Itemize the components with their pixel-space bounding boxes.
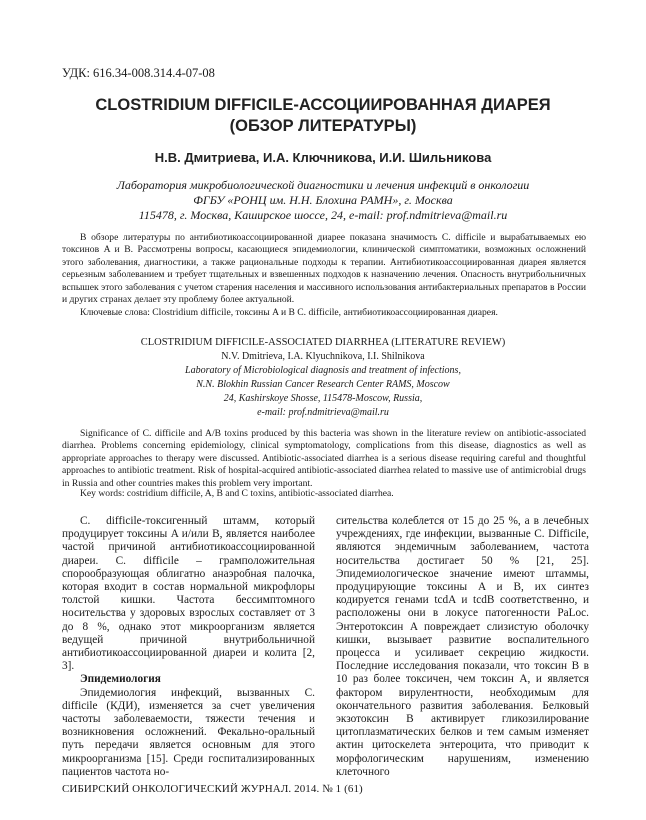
body-paragraph: сительства колеблется от 15 до 25 %, а в лечебных учреждениях, где инфекции, вызванные C. Difficile, являются эндемичным заболеванием, частота носительства достигает 50 % [21, 25]. Эпидемиологическое значение имеют штаммы, продуцирующие токсины A и B, их синтез кодируется генами tcdA и tcdB соответственно, и расположены они в локусе патогенности PaLoc. Энтеротоксин A повреждает слизистую оболочку кишки, вызывает развитие воспалительного процесса и усиливает секрецию жидкости. Последние исследования показали, что токсин B в 10 раз более токсичен, чем токсин A, и является фактором вирулентности, необходимым для окончательного развития заболевания. Белковый экзотоксин B активирует гликозилирование цитоплазматических белков и тем самым изменяет актин цитоскелета энтероцита, что приводит к морфологическим нарушениям, изменению клеточного xyxy=(336,515,589,778)
abstract-english xyxy=(62,428,586,490)
body-paragraph: Эпидемиология инфекций, вызванных C. difficile (КДИ), изменяется за счет увеличения частоты заболеваемости, тяжести течения и возникновения осложнений. Фекально-оральный путь передачи является основным для этого микроорганизма [15]. Среди госпитализированных пациентов частота но- xyxy=(62,686,315,778)
journal-footer: СИБИРСКИЙ ОНКОЛОГИЧЕСКИЙ ЖУРНАЛ. 2014. № 1 (61) xyxy=(62,783,363,795)
english-affiliation-3: 24, Kashirskoye Shosse, 115478-Moscow, Russia, xyxy=(223,393,423,404)
keywords-russian: Ключевые слова: Clostridium difficile, токсины A и B C. difficile, антибиотикоассоциированная диарея. xyxy=(80,307,498,318)
affiliation-line-1: Лаборатория микробиологической диагностики и лечения инфекций в онкологии xyxy=(116,178,530,192)
article-title-line-2: (ОБЗОР ЛИТЕРАТУРЫ) xyxy=(229,117,417,135)
affiliation-line-2: ФГБУ «РОНЦ им. Н.Н. Блохина РАМН», г. Москва xyxy=(193,193,453,207)
english-affiliation-2: N.N. Blokhin Russian Cancer Research Center RAMS, Moscow xyxy=(196,379,450,390)
body-column-right xyxy=(336,515,589,779)
keywords-english: Key words: costridium difficile, A, B and C toxins, antibiotic-associated diarrhea. xyxy=(80,488,394,499)
body-column-left xyxy=(62,515,315,779)
english-affiliation-1: Laboratory of Microbiological diagnosis and treatment of infections, xyxy=(185,365,461,376)
abstract-russian-text: В обзоре литературы по антибиотикоассоциированной диарее показана значимость C. difficile и вырабатываемых ею токсинов A и B. Рассмотрены вопросы, касающиеся эпидемиологии, клинической симптоматики, возможных осложнений этого заболевания, диагностики, а также рациональные подходы к терапии. Антибиотикоассоциированная диарея является серьезным заболеванием и требует тщательных и взвешенных подходов к назначению лечения. Опасность внутрибольничных вспышек этого заболевания с учетом старения населения и массивного использования антибактериальных препаратов в России и других странах делает эту проблему более актуальной. xyxy=(62,232,586,306)
affiliation-line-3: 115478, г. Москва, Каширское шоссе, 24, e-mail: prof.ndmitrieva@mail.ru xyxy=(138,208,508,222)
abstract-english-text: Significance of C. difficile and A/B toxins produced by this bacteria was shown in the literature review on antibiotic-associated diarrhea. Problems concerning epidemiology, clinical symptomatology, complications from this disease, diagnostics as well as appropriate approaches to therapy were discussed. Antibiotic-associated diarrhea is a serious disease requiring careful and thoughtful approaches to antibiotic treatment. Risk of hospital-acquired antibiotic-associated diarrhea related to massive use of antimicrobial drugs in Russia and other countries makes this problem very important. xyxy=(62,428,586,489)
abstract-russian xyxy=(62,232,586,306)
body-paragraph: C. difficile-токсигенный штамм, который продуцирует токсины A и/или B, является наиболее частой причиной антибиотикоассоциированной диареи. C. difficile – грамположительная спорообразующая облигатно анаэробная палочка, которая входит в состав нормальной микрофлоры толстой кишки. Частота бессимптомного носительства у здоровых взрослых составляет от 3 до 8 %, однако этот микроорганизм является ведущей причиной внутрибольничной антибиотикоассоциированной диареи и колита [2, 3]. xyxy=(62,515,315,673)
english-affiliation-4: e-mail: prof.ndmitrieva@mail.ru xyxy=(257,407,389,418)
section-heading-epidemiology: Эпидемиология xyxy=(80,673,161,686)
udk-code: УДК: 616.34-008.314.4-07-08 xyxy=(62,66,215,80)
english-authors: N.V. Dmitrieva, I.A. Klyuchnikova, I.I. Shilnikova xyxy=(221,351,425,362)
english-title: CLOSTRIDIUM DIFFICILE-ASSOCIATED DIARRHEA (LITERATURE REVIEW) xyxy=(140,337,506,348)
article-title-line-1: CLOSTRIDIUM DIFFICILE-АССОЦИИРОВАННАЯ ДИАРЕЯ xyxy=(95,96,551,114)
authors: Н.В. Дмитриева, И.А. Ключникова, И.И. Шильникова xyxy=(154,150,492,165)
